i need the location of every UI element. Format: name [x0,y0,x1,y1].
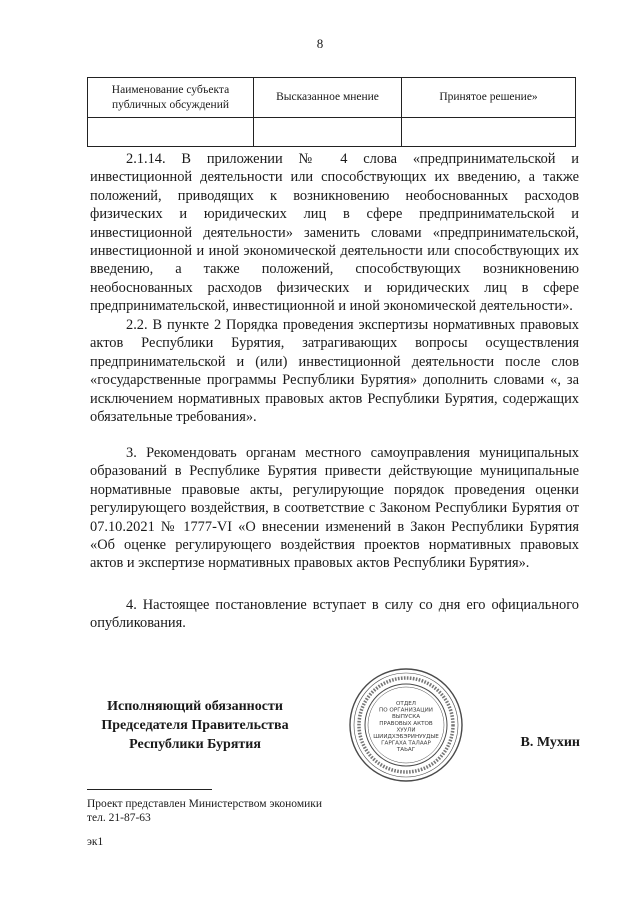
table-header-cell: Высказанное мнение [254,78,402,118]
footnote-line: тел. 21-87-63 [87,812,151,824]
stamp-text-line: ВЫПУСКА [391,714,421,721]
table-cell [402,118,576,147]
stamp-text-line: ПО ОРГАНИЗАЦИИ [379,707,433,714]
table-header-cell: Принятое решение» [402,78,576,118]
footnote-divider [87,789,212,790]
paragraph-2-2: 2.2. В пункте 2 Порядка проведения экспертизы нормативных правовых актов Республики Бурятия, затрагивающих вопросы осуществления предпринимательской и (или) инвестиционной деятельности после слов «государственные программы Республики Бурятия» дополнить словами «, за исключением нормативных правовых актов Республики Бурятия, содержащих обязательные требования». [90,317,579,426]
stamp-text-line: ШИИДХЭБЭРИНУУДЫЕ [373,734,439,740]
stamp-text-line: ПРАВОВЫХ АКТОВ [379,720,433,727]
table-cell [254,118,402,147]
footnote-line: Проект представлен Министерством экономики [87,798,323,810]
signatory-name: В. Мухин [520,735,580,750]
table-header-row [88,78,576,118]
stamp-text-line: ГАРГАХА ТАЛААР [381,740,431,747]
footnote [87,797,407,825]
signatory-title-line: Председателя Правительства [101,718,289,733]
official-seal-stamp [347,666,465,784]
page-number: 8 [316,36,324,51]
table-header-cell: Наименование субъекта публичных обсуждений [88,78,254,118]
stamp-text-line: ТАЬАГ [396,747,416,754]
document-reference: эк1 [87,836,104,848]
paragraph-4: 4. Настоящее постановление вступает в силу со дня его официального опубликования. [90,597,579,632]
signatory-title-line: Республики Бурятия [129,737,261,752]
signatory-title-line: Исполняющий обязанности [107,699,283,714]
stamp-text-line: ХУУЛИ [396,727,416,734]
paragraph-3: 3. Рекомендовать органам местного самоуправления муниципальных образований в Республике Бурятия привести действующие муниципальные нормативные правовые акты, регулирующие порядок проведения оценки регулирующего воздействия, в соответствие с Законом Республики Бурятия от 07.10.2021 № 1777-VI «О внесении изменений в Закон Республики Бурятия «Об оценке регулирующего воздействия проектов нормативных правовых актов и экспертизе нормативных правовых актов Республики Бурятия». [90,445,579,572]
public-discussion-table [87,77,576,147]
stamp-text-line: ОТДЕЛ [396,701,416,707]
paragraph-2-1-14: 2.1.14. В приложении № 4 слова «предпринимательской и инвестиционной деятельности или способствующих их введению, а также положений, приводящих к возникновению необоснованных расходов физических и юридических лиц в сфере предпринимательской и инвестиционной деятельности» заменить словами «предпринимательской, инвестиционной и иной экономической деятельности или способствующих их введению, а также положений, способствующих возникновению необоснованных расходов физических и юридических лиц в сфере предпринимательской, инвестиционной и иной экономической деятельности». [90,151,579,315]
signatory-title [90,697,300,754]
table-cell [88,118,254,147]
table-row [88,118,576,147]
